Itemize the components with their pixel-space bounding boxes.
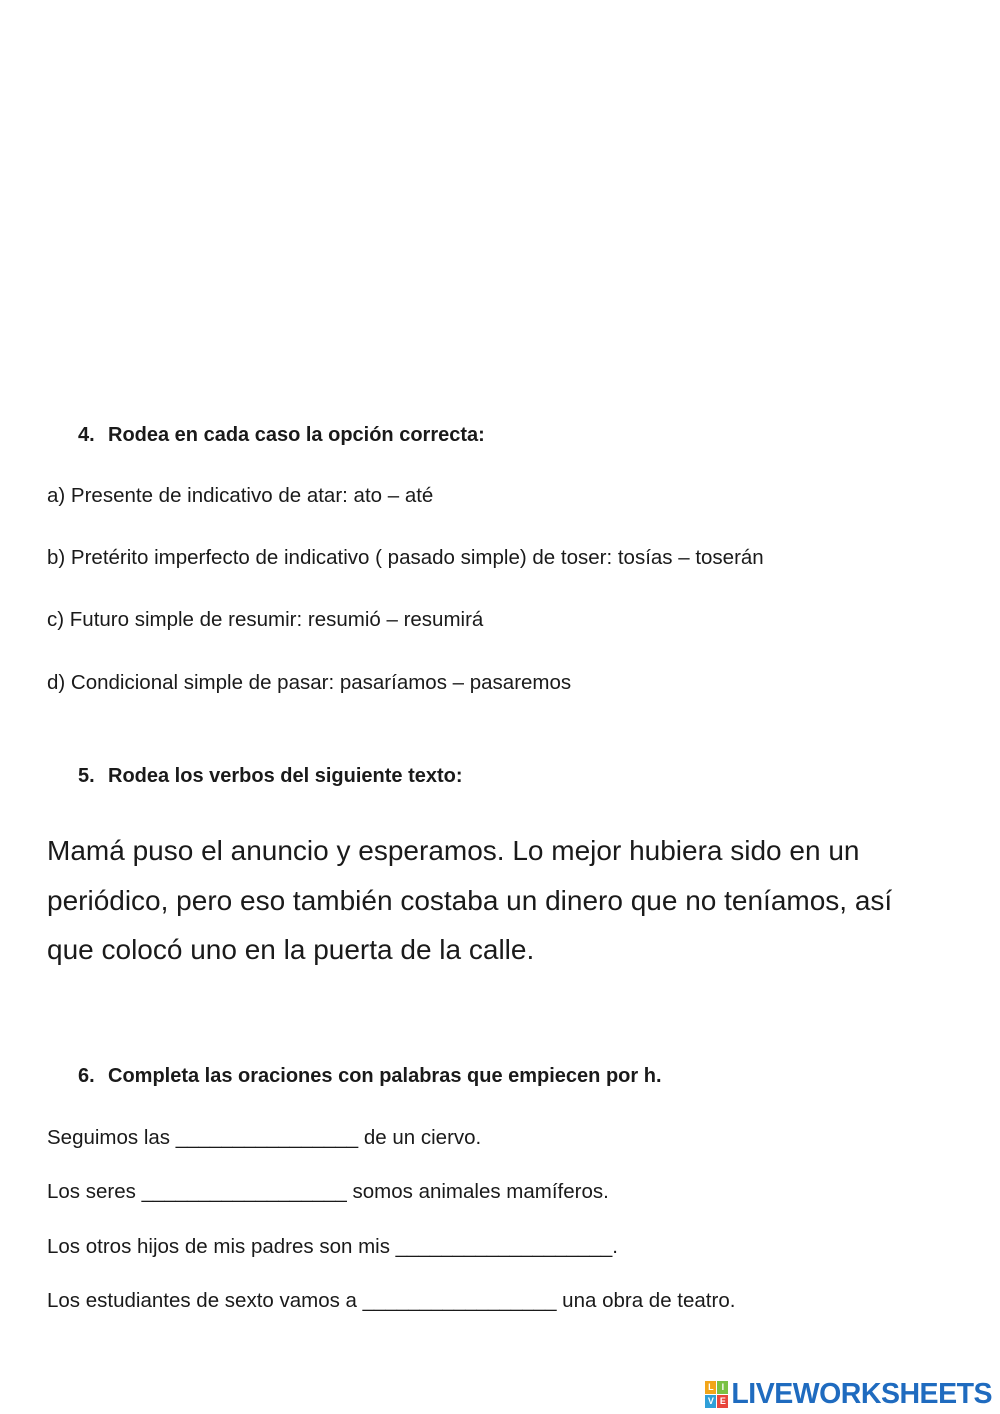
question-title: Rodea los verbos del siguiente texto: <box>108 765 463 787</box>
question-4-heading <box>78 424 485 447</box>
option-line-b: b) Pretérito imperfecto de indicativo ( pasado simple) de toser: tosías – toserán <box>47 546 764 569</box>
liveworksheets-logo <box>705 1374 992 1414</box>
question-number: 6. <box>78 1065 95 1087</box>
option-line-a: a) Presente de indicativo de atar: ato – até <box>47 484 434 507</box>
question-number: 4. <box>78 424 95 446</box>
question-6-heading <box>78 1065 662 1088</box>
logo-text: LIVEWORKSHEETS <box>731 1377 992 1410</box>
logo-mark-letter: L <box>705 1381 716 1394</box>
question-title: Rodea en cada caso la opción correcta: <box>108 424 485 446</box>
question-number: 5. <box>78 765 95 787</box>
option-line-c: c) Futuro simple de resumir: resumió – resumirá <box>47 608 484 631</box>
logo-mark-letter: V <box>705 1395 716 1408</box>
logo-mark-icon <box>705 1381 728 1408</box>
passage-line: que colocó uno en la puerta de la calle. <box>47 934 535 965</box>
fill-blank-sentence-2: Los seres __________________ somos animales mamíferos. <box>47 1180 609 1203</box>
reading-passage <box>47 826 947 975</box>
logo-mark-letter: E <box>717 1395 728 1408</box>
fill-blank-sentence-1: Seguimos las ________________ de un ciervo. <box>47 1126 482 1149</box>
option-line-d: d) Condicional simple de pasar: pasaríamos – pasaremos <box>47 671 572 694</box>
passage-line: periódico, pero eso también costaba un dinero que no teníamos, así <box>47 884 893 916</box>
question-title: Completa las oraciones con palabras que empiecen por h. <box>108 1065 662 1087</box>
fill-blank-sentence-3: Los otros hijos de mis padres son mis ___________________. <box>47 1235 618 1258</box>
passage-line: Mamá puso el anuncio y esperamos. Lo mejor hubiera sido en un <box>47 835 860 866</box>
fill-blank-sentence-4: Los estudiantes de sexto vamos a _________________ una obra de teatro. <box>47 1289 736 1312</box>
logo-mark-letter: I <box>717 1381 728 1394</box>
question-5-heading <box>78 765 463 788</box>
